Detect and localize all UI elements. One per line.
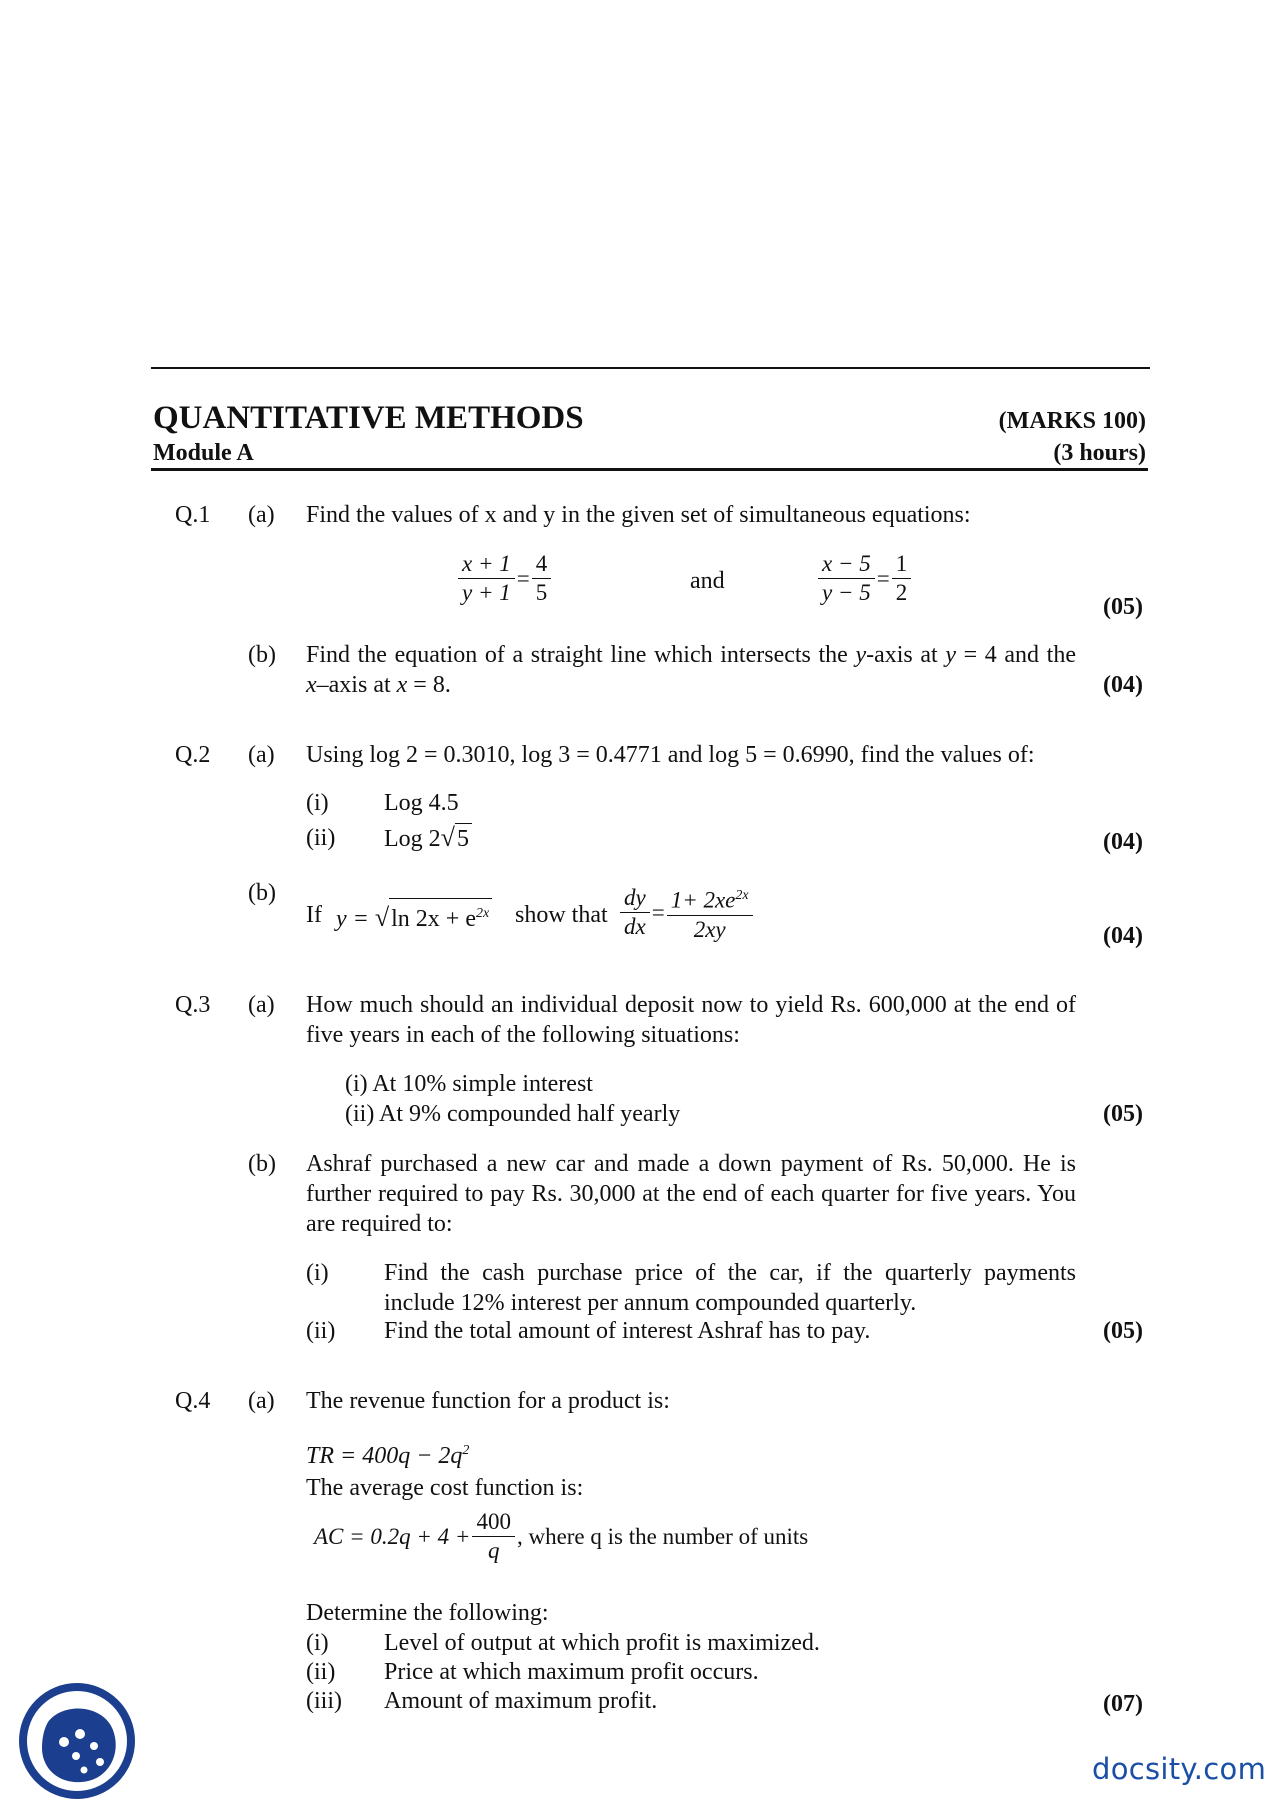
sub-label: (ii) xyxy=(306,1659,336,1685)
sub-label: (iii) xyxy=(306,1688,342,1714)
question-text: Determine the following: xyxy=(306,1600,549,1626)
sub-item: (i) At 10% simple interest xyxy=(345,1071,593,1097)
duration-label: (3 hours) xyxy=(1053,440,1146,466)
sub-label: (i) xyxy=(306,790,329,816)
question-text: How much should an individual deposit now to yield Rs. 600,000 at the end of five years in each of the following situations: xyxy=(306,992,1076,1048)
part-label: (a) xyxy=(248,992,275,1018)
question-text: Find the equation of a straight line which intersects the y-axis at y = 4 and the x–axis at x = 8. xyxy=(306,642,1077,698)
marks: (05) xyxy=(1103,1318,1143,1344)
sub-text: Price at which maximum profit occurs. xyxy=(384,1659,759,1685)
module-label: Module A xyxy=(153,440,254,466)
brand-link[interactable]: docsity.com xyxy=(1092,1752,1267,1786)
question-number: Q.3 xyxy=(175,992,211,1018)
part-label: (a) xyxy=(248,742,275,768)
part-label: (b) xyxy=(248,642,276,668)
marks: (05) xyxy=(1103,594,1143,620)
page-title: QUANTITATIVE METHODS xyxy=(153,400,584,436)
sub-item: (ii) At 9% compounded half yearly xyxy=(345,1101,681,1127)
equation-fraction: $\frac{400}{q}$ xyxy=(472,1508,515,1565)
equation-fraction: $\frac{4}{5}$ xyxy=(532,550,552,607)
sub-text: Level of output at which profit is maximized. xyxy=(384,1630,820,1656)
sub-label: (ii) xyxy=(306,1318,336,1344)
sub-label: (i) xyxy=(306,1630,329,1656)
question-text: Ashraf purchased a new car and made a down payment of Rs. 50,000. He is further required to pay Rs. 30,000 at the end of each quarter for five years. You are required to: xyxy=(306,1151,1076,1237)
sub-label: (ii) xyxy=(306,825,336,851)
equation-fraction: $\frac{1+ 2xe^{2x}}{2xy}$ xyxy=(667,882,753,944)
sub-text: Log 4.5 xyxy=(384,790,459,816)
equation-fraction: $\frac{1}{2}$ xyxy=(892,550,912,607)
sub-label: (i) xyxy=(306,1260,329,1286)
equation-1: $\frac{x + 1}{y + 1}$ = $\frac{4}{5}$ xyxy=(458,550,551,607)
revenue-equation: TR = $400q - 2q^2$ xyxy=(306,1443,470,1469)
sub-text: Log 2√5 xyxy=(384,823,472,854)
marks: (04) xyxy=(1103,672,1143,698)
question-text: Using log 2 = 0.3010, log 3 = 0.4771 and log 5 = 0.6990, find the values of: xyxy=(306,742,1035,768)
question-number: Q.1 xyxy=(175,502,211,528)
show-that-text: show that xyxy=(515,902,608,928)
equation-fraction: $\frac{x + 1}{y + 1}$ xyxy=(458,550,515,607)
sub-text: Find the total amount of interest Ashraf has to pay. xyxy=(384,1318,871,1344)
cost-equation: AC = 0.2q + 4 + $\frac{400}{q}$ , where q is the number of units xyxy=(314,1509,809,1563)
marks: (04) xyxy=(1103,923,1143,949)
part-label: (b) xyxy=(248,1151,276,1177)
question-text: The revenue function for a product is: xyxy=(306,1388,670,1414)
equation-lhs: y = √ln $2x + e^{2x}$ xyxy=(336,898,492,934)
marks: (04) xyxy=(1103,829,1143,855)
equation-fraction: $\frac{dy}{dx}$ xyxy=(620,884,650,941)
and-text: and xyxy=(690,568,725,594)
sub-text: Find the cash purchase price of the car, if the quarterly payments include 12% interest per annum compounded quarterly. xyxy=(384,1260,1076,1316)
marks: (05) xyxy=(1103,1101,1143,1127)
if-text: If xyxy=(306,902,322,928)
question-text: The average cost function is: xyxy=(306,1475,584,1501)
total-marks: (MARKS 100) xyxy=(998,408,1146,434)
question-text: Find the values of x and y in the given set of simultaneous equations: xyxy=(306,502,971,528)
part-label: (a) xyxy=(248,502,275,528)
part-label: (b) xyxy=(248,880,276,906)
equation-fraction: $\frac{x - 5}{y - 5}$ xyxy=(818,550,875,607)
question-number: Q.2 xyxy=(175,742,211,768)
header-rule xyxy=(151,468,1148,471)
equation-2: $\frac{x - 5}{y - 5}$ = $\frac{1}{2}$ xyxy=(818,550,911,607)
docsity-logo-icon[interactable] xyxy=(18,1682,136,1800)
top-rule xyxy=(151,367,1150,369)
marks: (07) xyxy=(1103,1691,1143,1717)
sub-text: Amount of maximum profit. xyxy=(384,1688,658,1714)
question-number: Q.4 xyxy=(175,1388,211,1414)
part-label: (a) xyxy=(248,1388,275,1414)
equation-rhs: $\frac{dy}{dx}$ = $\frac{1+ 2xe^{2x}}{2xy}$ xyxy=(620,882,753,944)
